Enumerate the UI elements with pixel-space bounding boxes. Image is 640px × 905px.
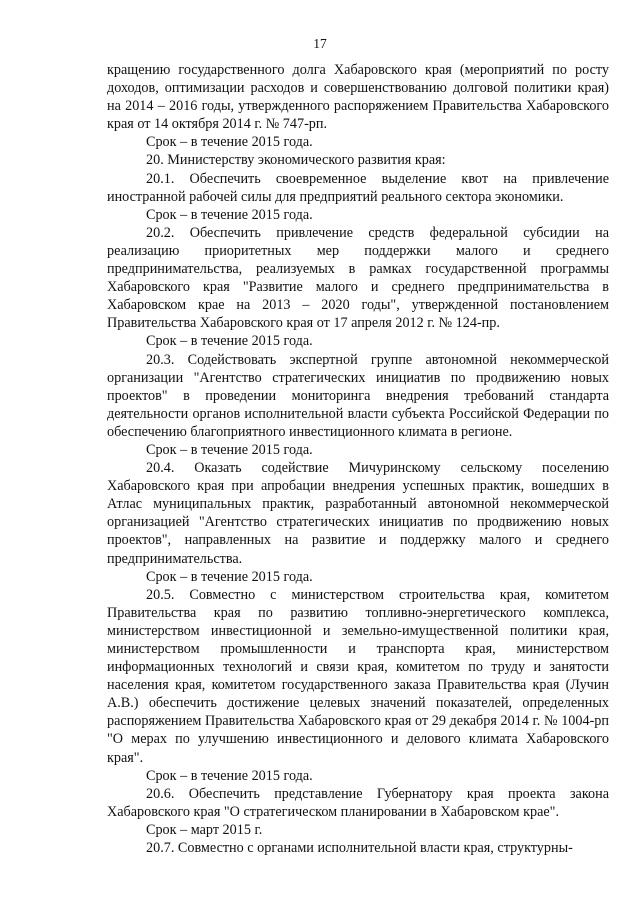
page-number: 17: [313, 36, 327, 51]
deadline-line: Срок – в течение 2015 года.: [146, 568, 313, 585]
deadline-line: Срок – в течение 2015 года.: [146, 206, 313, 223]
item-paragraph: 20.2. Обеспечить привлечение средств федеральной субсидии на реализацию приоритетных мер поддержки малого и среднего предпринимательства, реализуемых в рамках государственной программы Хабаровского края "Развитие малого и среднего предпринимательства в Хабаровском крае на 2013 – 2020 годы", утвержденной постановлением Правительства Хабаровского края от 17 апреля 2012 г. № 124-пр.: [107, 224, 609, 332]
paragraph-continuation: кращению государственного долга Хабаровского края (мероприятий по росту доходов, оптимизации расходов и совершенствованию долговой политики края) на 2014 – 2016 годы, утвержденного распоряжением Правительства Хабаровского края от 14 октября 2014 г. № 747-рп.: [107, 62, 609, 133]
section-heading: 20. Министерству экономического развития края:: [146, 152, 446, 169]
item-paragraph: 20.5. Совместно с министерством строительства края, комитетом Правительства края по развитию топливно-энергетического комплекса, министерством инвестиционной и земельно-имущественной политики края, министерством промышленности и транспорта края, министерством информационных технологий и связи края, комитетом по труду и занятости населения края, комитетом государственного заказа Правительства края (Лучин А.В.) обеспечить достижение целевых значений показателей, определенных распоряжением Правительства Хабаровского края от 29 декабря 2014 г. № 1004-рп "О мерах по улучшению инвестиционного и делового климата Хабаровского края".: [107, 586, 609, 766]
item-paragraph: 20.1. Обеспечить своевременное выделение квот на привлечение иностранной рабочей силы для предприятий реального сектора экономики.: [107, 170, 609, 205]
document-body: [107, 61, 609, 857]
item-paragraph: 20.7. Совместно с органами исполнительной власти края, структурны-: [146, 840, 573, 857]
item-paragraph: 20.6. Обеспечить представление Губернатору края проекта закона Хабаровского края "О стратегическом планировании в Хабаровском крае".: [107, 785, 609, 820]
deadline-line: Срок – в течение 2015 года.: [146, 134, 313, 151]
deadline-line: Срок – в течение 2015 года.: [146, 441, 313, 458]
deadline-line: Срок – в течение 2015 года.: [146, 333, 313, 350]
item-paragraph: 20.4. Оказать содействие Мичуринскому сельскому поселению Хабаровского края при апробации внедрения успешных практик, вошедших в Атлас муниципальных практик, разработанный автономной некоммерческой организацией "Агентство стратегических инициатив по продвижению новых проектов", направленных на развитие и поддержку малого и среднего предпринимательства.: [107, 460, 609, 567]
item-paragraph: 20.3. Содействовать экспертной группе автономной некоммерческой организации "Агентство стратегических инициатив по продвижению новых проектов" в проведении мониторинга внедрения требований стандарта деятельности органов исполнительной власти субъекта Российской Федерации по обеспечению благоприятного инвестиционного климата в регионе.: [107, 351, 609, 440]
deadline-line: Срок – март 2015 г.: [146, 821, 263, 838]
deadline-line: Срок – в течение 2015 года.: [146, 767, 313, 784]
